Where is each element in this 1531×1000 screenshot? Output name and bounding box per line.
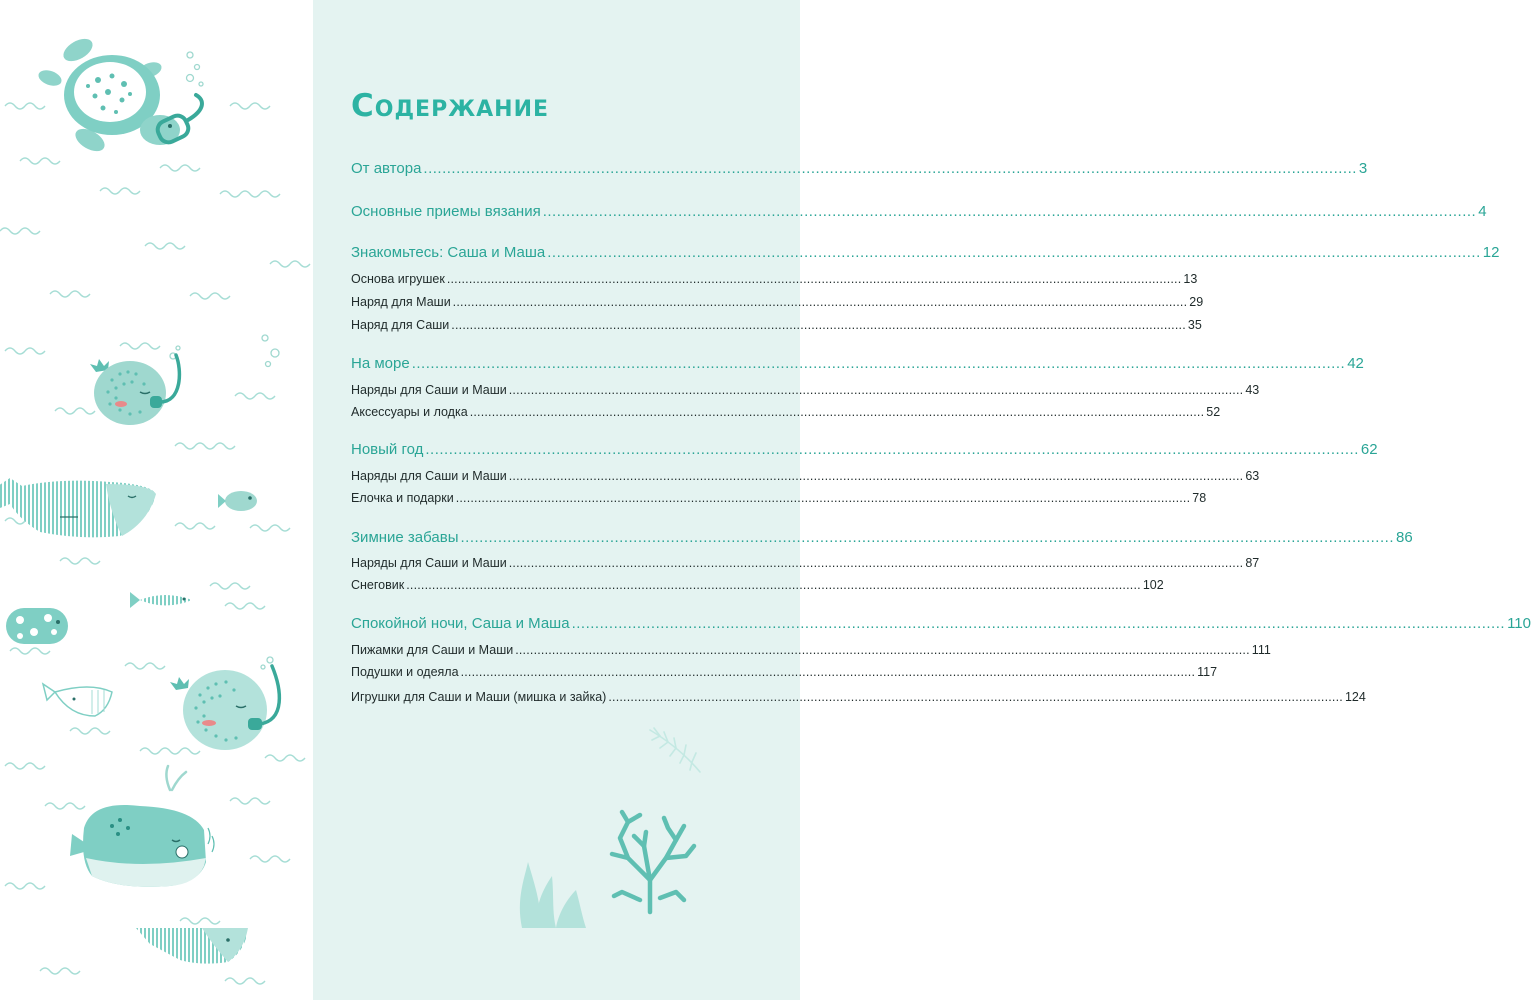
toc-subsection-page-number: 102 (1142, 578, 1164, 592)
striped-whale-illustration (0, 478, 156, 537)
toc-subsection[interactable] (351, 295, 1204, 309)
spotted-fish-illustration (6, 608, 68, 644)
toc-section[interactable] (351, 441, 1378, 458)
toc-subsection-page-number: 35 (1187, 318, 1202, 332)
toc-subsection-title: Наряд для Маши (351, 295, 451, 309)
dot-leader: ........................................................................................................................................................................................................ (460, 665, 1196, 679)
toc-subsection-title: Аксессуары и лодка (351, 405, 468, 419)
toc-subsection-page-number: 29 (1189, 295, 1204, 309)
toc-subsection[interactable] (351, 318, 1202, 332)
seaweed-illustration (520, 862, 586, 928)
toc-subsection-title: Подушки и одеяла (351, 665, 459, 679)
dot-leader: ........................................................................................................................................................................................................ (608, 690, 1343, 704)
dot-leader: ........................................................................................................................................................................................................ (446, 272, 1182, 286)
small-fish-illustration (218, 491, 257, 511)
bubbles (170, 52, 279, 669)
round-fish-illustration (90, 355, 179, 425)
striped-fish-illustration (130, 592, 192, 608)
toc-subsection-page-number: 13 (1183, 272, 1198, 286)
contents-title: Содержание (351, 88, 550, 124)
toc-section[interactable] (351, 355, 1364, 372)
turtle-illustration (36, 34, 202, 156)
dot-leader: ........................................................................................................................................................................................................ (406, 578, 1141, 592)
toc-section-title: Знакомьтесь: Саша и Маша (351, 244, 546, 261)
dot-leader: ........................................................................................................................................................................................................ (455, 491, 1191, 505)
toc-section[interactable] (351, 615, 1531, 632)
toc-subsection-title: Наряды для Саши и Маши (351, 556, 507, 570)
toc-subsection[interactable] (351, 405, 1221, 419)
toc-subsection[interactable] (351, 690, 1366, 704)
toc-subsection[interactable] (351, 491, 1207, 505)
toc-section[interactable] (351, 160, 1368, 177)
dot-leader: ........................................................................................................................................................................................................ (508, 383, 1244, 397)
toc-subsection-page-number: 117 (1197, 665, 1218, 679)
toc-subsection-title: Пижамки для Саши и Маши (351, 643, 514, 657)
toc-section[interactable] (351, 529, 1413, 546)
toc-subsection[interactable] (351, 469, 1260, 483)
toc-subsection-title: Снеговик (351, 578, 405, 592)
fern-illustration (650, 728, 700, 772)
dot-leader: ........................................................................................................................................................................................................ (451, 318, 1186, 332)
toc-subsection-page-number: 63 (1245, 469, 1260, 483)
toc-subsection-page-number: 78 (1192, 491, 1207, 505)
toc-section-page-number: 110 (1507, 615, 1531, 632)
toc-subsection-page-number: 87 (1245, 556, 1260, 570)
dot-leader: ........................................................................................................................................................................................................ (469, 405, 1205, 419)
toc-section-title: От автора (351, 160, 422, 177)
toc-section-title: Новый год (351, 441, 424, 458)
dot-leader: ........................................................................................................................................................................................................ (460, 529, 1394, 546)
toc-subsection-page-number: 52 (1206, 405, 1221, 419)
toc-subsection-page-number: 43 (1245, 383, 1260, 397)
round-fish-2-illustration (170, 666, 279, 750)
coral-illustration (612, 812, 694, 912)
toc-subsection[interactable] (351, 383, 1260, 397)
toc-section-page-number: 12 (1482, 244, 1500, 261)
toc-section[interactable] (351, 244, 1500, 261)
toc-subsection-title: Игрушки для Саши и Маши (мишка и зайка) (351, 690, 607, 704)
toc-section-title: Основные приемы вязания (351, 203, 541, 220)
partial-whale-illustration (136, 928, 248, 964)
dot-leader: ........................................................................................................................................................................................................ (452, 295, 1188, 309)
toc-subsection[interactable] (351, 556, 1260, 570)
spouting-whale-illustration (70, 766, 214, 887)
toc-section-page-number: 62 (1360, 441, 1378, 458)
toc-subsection[interactable] (351, 643, 1271, 657)
toc-subsection[interactable] (351, 665, 1218, 679)
dot-leader: ........................................................................................................................................................................................................ (411, 355, 1346, 372)
toc-section-page-number: 3 (1358, 160, 1368, 177)
toc-section[interactable] (351, 203, 1487, 220)
toc-section-title: На море (351, 355, 410, 372)
toc-subsection-page-number: 111 (1251, 643, 1271, 657)
white-fish-illustration (43, 684, 112, 716)
dot-leader: ........................................................................................................................................................................................................ (571, 615, 1506, 632)
toc-subsection-title: Наряды для Саши и Маши (351, 469, 507, 483)
dot-leader: ........................................................................................................................................................................................................ (515, 643, 1250, 657)
toc-section-page-number: 42 (1347, 355, 1364, 372)
dot-leader: ........................................................................................................................................................................................................ (425, 441, 1359, 458)
toc-section-title: Спокойной ночи, Саша и Маша (351, 615, 570, 632)
dot-leader: ........................................................................................................................................................................................................ (423, 160, 1357, 177)
toc-subsection-title: Основа игрушек (351, 272, 445, 286)
toc-subsection-title: Елочка и подарки (351, 491, 454, 505)
dot-leader: ........................................................................................................................................................................................................ (542, 203, 1477, 220)
toc-subsection-title: Наряды для Саши и Маши (351, 383, 507, 397)
dot-leader: ........................................................................................................................................................................................................ (547, 244, 1481, 261)
dot-leader: ........................................................................................................................................................................................................ (508, 556, 1244, 570)
toc-subsection-title: Наряд для Саши (351, 318, 450, 332)
toc-section-page-number: 4 (1478, 203, 1487, 220)
toc-section-page-number: 86 (1395, 529, 1413, 546)
toc-section-title: Зимние забавы (351, 529, 459, 546)
dot-leader: ........................................................................................................................................................................................................ (508, 469, 1244, 483)
toc-subsection-page-number: 124 (1344, 690, 1366, 704)
toc-subsection[interactable] (351, 578, 1164, 592)
toc-subsection[interactable] (351, 272, 1198, 286)
